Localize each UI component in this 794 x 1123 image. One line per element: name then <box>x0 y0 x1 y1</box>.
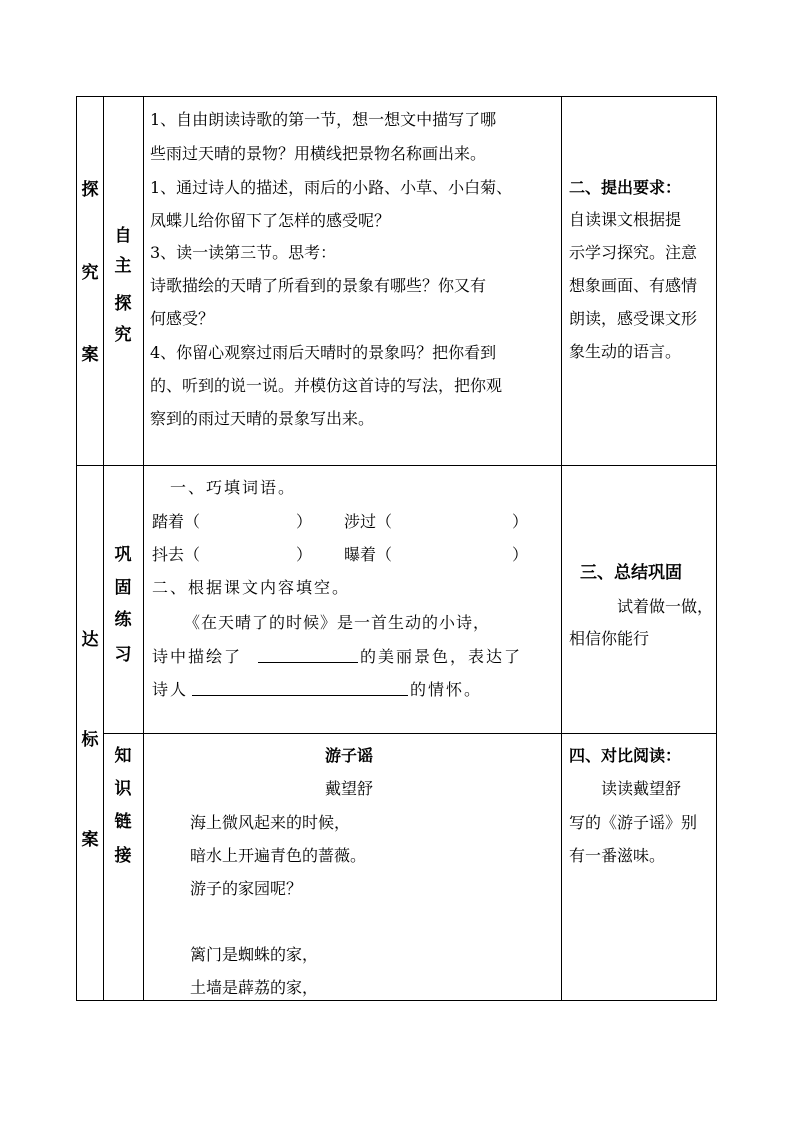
sub-label-link-1: 知 <box>114 746 132 766</box>
explore-line: 1、自由朗读诗歌的第一节，想一想文中描写了哪 <box>150 110 497 129</box>
table-border-bottom <box>76 1000 717 1001</box>
answer-blank[interactable] <box>258 646 358 663</box>
guide-line-link: 有一番滋味。 <box>569 846 666 865</box>
question-2-line: 诗人 <box>152 680 189 699</box>
guide-line-explore: 朗读，感受课文形 <box>569 309 698 328</box>
sub-label-link-4: 接 <box>114 846 132 866</box>
explore-line: 何感受？ <box>150 309 215 328</box>
question-2-line: 《在天晴了的时候》是一首生动的小诗， <box>184 613 491 632</box>
explore-line: 4、你留心观察过雨后天晴时的景象吗？把你看到 <box>150 343 497 362</box>
fill-close: ） <box>296 545 313 564</box>
fill-close: ） <box>512 512 529 531</box>
sub-label-link-2: 识 <box>114 779 132 799</box>
guide-line-explore: 象生动的语言。 <box>569 342 682 361</box>
explore-line: 的、听到的说一说。并模仿这首诗的写法，把你观 <box>150 376 503 395</box>
fill-label: 踏着（ <box>152 512 201 531</box>
fill-close: ） <box>296 512 313 531</box>
poem-title: 游子谣 <box>325 746 374 765</box>
question-2-line: 的情怀。 <box>410 680 483 699</box>
sub-label-link-3: 链 <box>114 812 132 832</box>
table-column-divider <box>143 96 144 1001</box>
explore-line: 1、通过诗人的描述，雨后的小路、小草、小白菊、 <box>150 178 513 197</box>
fill-label: 涉过（ <box>344 512 393 531</box>
table-column-divider <box>561 96 562 1001</box>
explore-line: 诗歌描绘的天晴了所看到的景象有哪些？你又有 <box>150 276 487 295</box>
sub-label-explore-3: 探 <box>114 294 132 314</box>
fill-label: 抖去（ <box>152 545 201 564</box>
question-2-title: 二、根据课文内容填空。 <box>152 578 351 597</box>
table-column-divider <box>103 96 104 1001</box>
poem-line: 篱门是蜘蛛的家， <box>190 945 319 964</box>
guide-title-practice: 三、总结巩固 <box>580 563 682 583</box>
fill-label: 曝着（ <box>344 545 393 564</box>
guide-line-link: 写的《游子谣》别 <box>569 813 698 832</box>
section-label-explore-1: 探 <box>81 180 99 200</box>
table-border-left <box>76 96 77 1001</box>
explore-line: 些雨过天晴的景物？用横线把景物名称画出来。 <box>150 144 487 163</box>
question-1-title: 一、巧填词语。 <box>170 478 297 497</box>
explore-line: 3、读一读第三节。思考： <box>150 243 337 262</box>
table-row-divider <box>76 465 717 466</box>
sub-label-explore-2: 主 <box>114 256 132 276</box>
sub-label-practice-2: 固 <box>114 578 132 598</box>
sub-label-practice-4: 习 <box>114 645 132 665</box>
guide-line-practice: 相信你能行 <box>569 629 650 648</box>
poem-line: 海上微风起来的时候， <box>190 813 351 832</box>
poem-line: 暗水上开遍青色的蔷薇。 <box>190 846 367 865</box>
table-border-top <box>76 96 717 97</box>
explore-line: 察到的雨过天晴的景象写出来。 <box>150 409 375 428</box>
guide-title-link: 四、对比阅读： <box>569 746 682 765</box>
section-label-practice-2: 标 <box>81 730 99 750</box>
explore-line: 凤蝶儿给你留下了怎样的感受呢？ <box>150 211 391 230</box>
guide-line-explore: 自读课文根据提 <box>569 210 682 229</box>
guide-line-practice: 试着做一做， <box>617 597 714 616</box>
guide-title-explore: 二、提出要求： <box>569 178 682 197</box>
guide-line-explore: 示学习探究。注意 <box>569 243 698 262</box>
section-label-practice-1: 达 <box>81 630 99 650</box>
fill-close: ） <box>512 545 529 564</box>
question-2-line: 的美丽景色，表达了 <box>360 647 523 666</box>
guide-line-explore: 想象画面、有感情 <box>569 276 698 295</box>
sub-label-explore-4: 究 <box>114 325 132 345</box>
poem-line: 游子的家园呢？ <box>190 879 303 898</box>
poem-author: 戴望舒 <box>325 779 374 798</box>
sub-label-practice-3: 练 <box>114 610 132 630</box>
sub-label-practice-1: 巩 <box>114 545 132 565</box>
sub-label-explore-1: 自 <box>114 226 132 246</box>
poem-line: 土墙是薜荔的家， <box>190 978 319 997</box>
guide-line-link: 读读戴望舒 <box>601 779 682 798</box>
section-label-explore-2: 究 <box>81 263 99 283</box>
table-border-right <box>716 96 717 1001</box>
section-label-practice-3: 案 <box>81 830 99 850</box>
answer-blank[interactable] <box>192 679 408 696</box>
question-2-line: 诗中描绘了 <box>152 647 243 666</box>
table-row-divider <box>103 733 717 734</box>
section-label-explore-3: 案 <box>81 345 99 365</box>
